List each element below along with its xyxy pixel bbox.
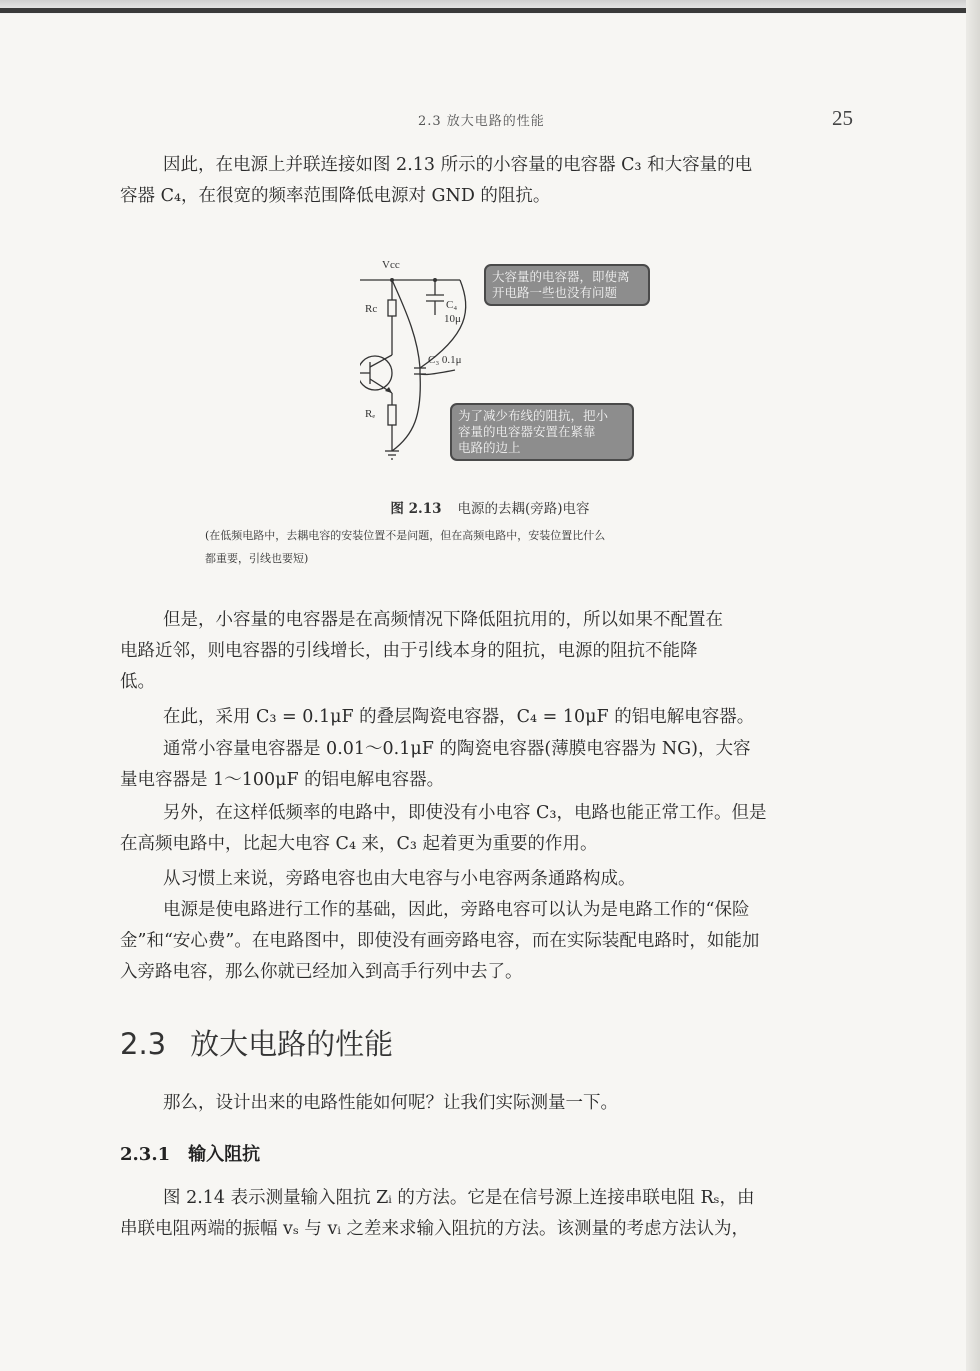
callout-large-capacitor (484, 264, 650, 306)
paragraph-line: 量电容器是 1～100μF 的铝电解电容器。 (120, 770, 445, 790)
paragraph-a (120, 605, 875, 698)
rc-label: Rc (365, 303, 378, 315)
paragraph-line: 因此，在电源上并联连接如图 2.13 所示的小容量的电容器 C₃ 和大容量的电 (163, 155, 753, 175)
subsection-heading (120, 1140, 260, 1166)
figure-caption (0, 497, 980, 517)
callout-line: 为了减少布线的阻抗，把小 (458, 408, 609, 423)
paragraph-line: 入旁路电容，那么你就已经加入到高手行列中去了。 (120, 962, 523, 982)
paragraph-line: 电源是使电路进行工作的基础，因此，旁路电容可以认为是电路工作的“保险 (163, 900, 750, 920)
figure-note (205, 524, 805, 570)
paragraph-c (120, 734, 875, 796)
figure-2-13-circuit (360, 255, 660, 470)
running-header (0, 106, 980, 130)
note-line: (在低频电路中，去耦电容的安装位置不是问题，但在高频电路中，安装位置比什么 (205, 529, 606, 542)
paragraph-line: 在高频电路中，比起大电容 C₄ 来，C₃ 起着更为重要的作用。 (120, 834, 598, 854)
paragraph-line: 图 2.14 表示测量输入阻抗 Zᵢ 的方法。它是在信号源上连接串联电阻 Rₛ，由 (163, 1188, 755, 1208)
paragraph-line: 金”和“安心费”。在电路图中，即使没有画旁路电容，而在实际装配电路时，如能加 (120, 931, 760, 951)
c3-label: C₃ 0.1μ (428, 354, 462, 366)
subsection-number: 2.3.1 (120, 1144, 171, 1165)
c4-label: C₄ (446, 299, 458, 311)
paragraph-line: 但是，小容量的电容器是在高频情况下降低阻抗用的，所以如果不配置在 (163, 610, 723, 630)
paragraph-line: 容器 C₄，在很宽的频率范围降低电源对 GND 的阻抗。 (120, 186, 551, 206)
callout-small-capacitor (450, 403, 634, 461)
paragraph-line: 串联电阻两端的振幅 vₛ 与 vᵢ 之差来求输入阻抗的方法。该测量的考虑方法认为， (120, 1219, 749, 1239)
section-number: 2.3 (120, 1027, 167, 1061)
callout-line: 容量的电容器安置在紧靠 (458, 424, 596, 439)
paragraph-e: 从习惯上来说，旁路电容也由大电容与小电容两条通路构成。 (163, 869, 636, 889)
paragraph-f (120, 895, 875, 988)
re-label: Rₑ (365, 408, 376, 420)
figure-title: 电源的去耦(旁路)电容 (457, 501, 590, 517)
paragraph-g: 那么，设计出来的电路性能如何呢？让我们实际测量一下。 (163, 1093, 618, 1113)
note-line: 都重要，引线也要短) (205, 552, 309, 565)
paragraph-h (120, 1183, 875, 1245)
callout-line: 电路的边上 (458, 440, 521, 455)
vcc-label: Vcc (382, 259, 400, 271)
paragraph-line: 低。 (120, 672, 155, 692)
paragraph-line: 电路近邻，则电容器的引线增长，由于引线本身的阻抗，电源的阻抗不能降 (120, 641, 698, 661)
page-number: 25 (832, 106, 853, 130)
callout-line: 大容量的电容器，即使离 (492, 269, 630, 284)
section-heading (120, 1022, 393, 1063)
subsection-title: 输入阻抗 (188, 1144, 261, 1165)
paragraph-line: 另外，在这样低频率的电路中，即使没有小电容 C₃，电路也能正常工作。但是 (163, 803, 767, 823)
page-top-rule (0, 8, 975, 13)
c4-value: 10μ (444, 313, 461, 325)
page-right-edge (966, 0, 980, 1371)
callout-line: 开电路一些也没有问题 (492, 285, 618, 300)
figure-number: 图 2.13 (390, 501, 442, 517)
paragraph-line: 通常小容量电容器是 0.01～0.1μF 的陶瓷电容器(薄膜电容器为 NG)，大容 (163, 739, 751, 759)
section-title: 放大电路的性能 (190, 1027, 394, 1061)
running-title: 2.3 放大电路的性能 (418, 114, 545, 129)
paragraph-intro (120, 150, 875, 212)
paragraph-d (120, 798, 875, 860)
paragraph-b: 在此，采用 C₃ = 0.1μF 的叠层陶瓷电容器，C₄ = 10μF 的铝电解电容器。 (163, 707, 755, 727)
